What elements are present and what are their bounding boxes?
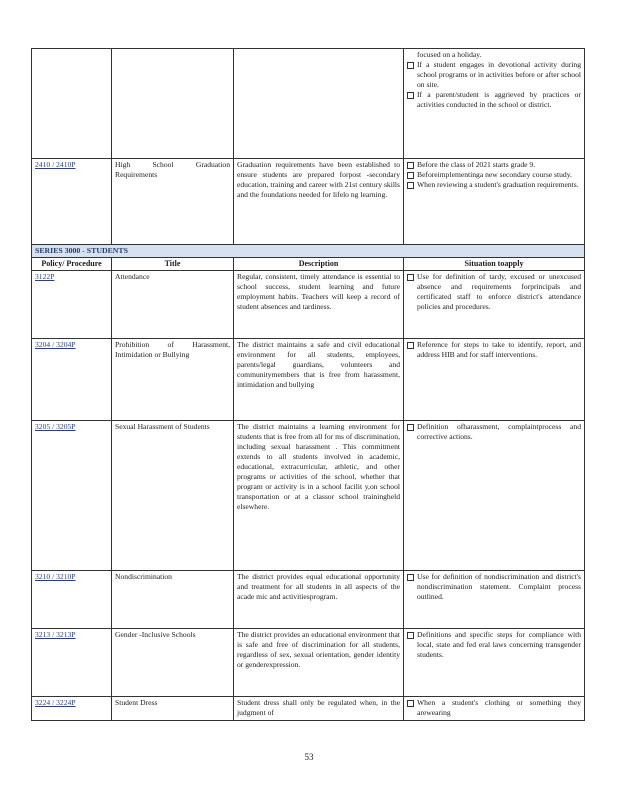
situation-cell <box>404 49 585 159</box>
description-cell: The district maintains a safe and civil educational environment for all students, employees, parents/legal guardians, volunteers and communitymembers that is free from harassment, intimidation and bullying <box>234 339 404 421</box>
table-row <box>32 339 585 421</box>
header-policy: Policy/ Procedure <box>32 258 112 271</box>
policy-cell <box>32 571 112 629</box>
series-label: SERIES 3000 - STUDENTS <box>32 245 585 258</box>
header-description: Description <box>234 258 404 271</box>
list-item: Before the class of 2021 starts grade 9. <box>407 160 581 170</box>
list-item: If a student engages in devotional activity during school programs or in activities before or after school on site. <box>407 60 581 90</box>
title-cell: Prohibition of Harassment, Intimidation or Bullying <box>112 339 234 421</box>
policy-link[interactable]: 3210 / 3210P <box>35 572 76 581</box>
situation-cell <box>404 571 585 629</box>
situation-cell <box>404 339 585 421</box>
table-row <box>32 629 585 697</box>
header-title: Title <box>112 258 234 271</box>
title-cell: High School Graduation Requirements <box>112 159 234 245</box>
list-item: When reviewing a student's graduation requirements. <box>407 180 581 190</box>
list-item: If a parent/student is aggrieved by practices or activities conducted in the school or district. <box>407 90 581 110</box>
title-cell: Attendance <box>112 271 234 339</box>
page-number: 53 <box>304 752 314 762</box>
policy-link[interactable]: 3204 / 3204P <box>35 340 76 349</box>
series-3000-table <box>31 244 585 721</box>
policy-link[interactable]: 3205 / 3205P <box>35 422 76 431</box>
list-item: Beforeimplementinga new secondary course study. <box>407 170 581 180</box>
list-item: Definition ofharassment, complaintprocess and corrective actions. <box>407 422 581 442</box>
policy-cell <box>32 271 112 339</box>
table-row <box>32 421 585 571</box>
table-row <box>32 159 585 245</box>
list-item: Reference for steps to take to identify, report, and address HIB and for staff interventions. <box>407 340 581 360</box>
policy-cell <box>32 421 112 571</box>
title-cell: Gender -Inclusive Schools <box>112 629 234 697</box>
table-row <box>32 697 585 721</box>
title-cell: Sexual Harassment of Students <box>112 421 234 571</box>
title-cell: Student Dress <box>112 697 234 721</box>
description-cell: The district provides an educational environment that is safe and free of discrimination for all students, regardless of sex, sexual orientation, gender identity or genderexpression. <box>234 629 404 697</box>
policy-table-continued <box>31 48 585 245</box>
description-cell: Regular, consistent, timely attendance is essential to school success, student learning and future employment habits. Teachers will keep a record of student absences and tardiness. <box>234 271 404 339</box>
policy-link[interactable]: 3213 / 3213P <box>35 630 76 639</box>
policy-cell <box>32 339 112 421</box>
list-item: Use for definition of nondiscrimination and district's nondiscrimination statement. Complaint process outlined. <box>407 572 581 602</box>
column-header-row <box>32 258 585 271</box>
policy-cell <box>32 697 112 721</box>
header-situation: Situation toapply <box>404 258 585 271</box>
description-cell: Graduation requirements have been established to ensure students are prepared forpost -secondary education, training and career with 21st century skills and the foundations needed for lifelo ng learning. <box>234 159 404 245</box>
policy-link[interactable]: 3122P <box>35 272 55 281</box>
policy-link[interactable]: 2410 / 2410P <box>35 160 76 169</box>
situation-cell <box>404 697 585 721</box>
series-header-row <box>32 245 585 258</box>
policy-cell <box>32 159 112 245</box>
list-item: Definitions and specific steps for compliance with local, state and fed eral laws concerning transgender students. <box>407 630 581 660</box>
title-cell: Nondiscrimination <box>112 571 234 629</box>
situation-cell <box>404 159 585 245</box>
table-row <box>32 571 585 629</box>
policy-link[interactable]: 3224 / 3224P <box>35 698 76 707</box>
situation-cell <box>404 271 585 339</box>
table-row <box>32 271 585 339</box>
table-row <box>32 49 585 159</box>
policy-cell <box>32 629 112 697</box>
description-cell: Student dress shall only be regulated when, in the judgment of <box>234 697 404 721</box>
situation-cell <box>404 629 585 697</box>
situation-cell <box>404 421 585 571</box>
description-cell: The district maintains a learning environment for students that is free from all for ms of discrimination, including sexual harassment . This commitment extends to all students involved in academic, educational, extracurricular, athletic, and other programs or activities of the school, whether that program or activity is in a school facilit y,on school transportation or at a classor school trainingheld elsewhere. <box>234 421 404 571</box>
list-item: focused on a holiday. <box>417 50 482 59</box>
list-item: Use for definition of tardy, excused or unexcused absence and requirements forprincipals and certificated staff to enforce district's attendance policies and procedures. <box>407 272 581 312</box>
list-item: When a student's clothing or something they arewearing <box>407 698 581 718</box>
description-cell: The district provides equal educational opportunity and treatment for all students in all aspects of the acade mic and activitiesprogram. <box>234 571 404 629</box>
